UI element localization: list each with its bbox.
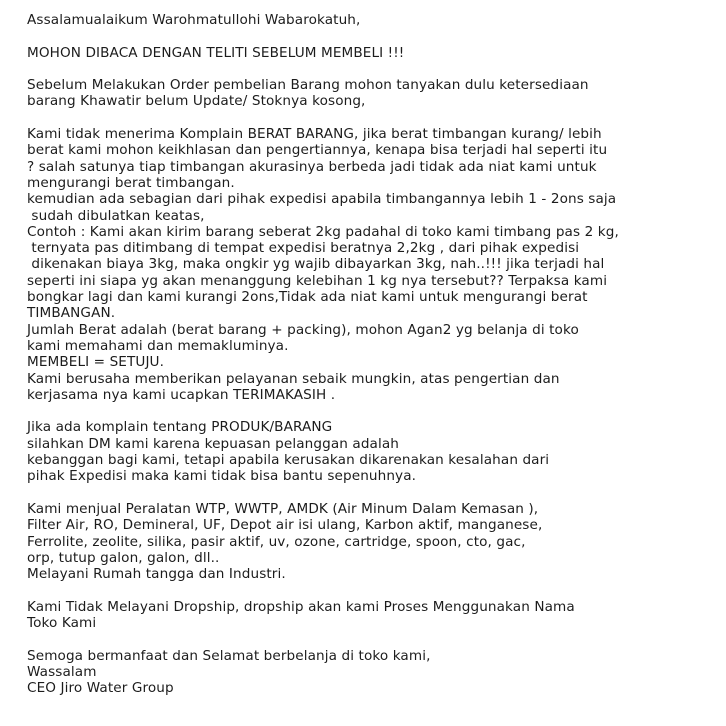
text-line: dikenakan biaya 3kg, maka ongkir yg wajib dibayarkan 3kg, nah..!!! jika terjadi hal [27,256,605,273]
text-line: Semoga bermanfaat dan Selamat berbelanja di toko kami, [27,647,431,664]
text-line: Kami menjual Peralatan WTP, WWTP, AMDK (Air Minum Dalam Kemasan ), [27,500,539,517]
blank-line [27,61,717,77]
text-line: MEMBELI = SETUJU. [27,354,165,371]
text-line: Toko Kami [27,614,97,631]
blank-line [27,403,717,419]
text-line: Assalamualaikum Warohmatullohi Wabarokatuh, [27,12,361,28]
text-line: Contoh : Kami akan kirim barang seberat 2kg padahal di toko kami timbang pas 2 kg, [27,223,619,240]
text-line: seperti ini siapa yg akan menanggung kelebihan 1 kg nya tersebut?? Terpaksa kami [27,272,608,289]
text-line: berat kami mohon keikhlasan dan pengertiannya, kenapa bisa terjadi hal seperti itu [27,142,608,159]
text-line: Jumlah Berat adalah (berat barang + packing), mohon Agan2 yg belanja di toko [27,321,579,338]
blank-line [27,28,717,44]
blank-line [27,485,717,501]
text-line: Kami Tidak Melayani Dropship, dropship akan kami Proses Menggunakan Nama [27,598,575,615]
text-line: Filter Air, RO, Demineral, UF, Depot air isi ulang, Karbon aktif, manganese, [27,517,543,534]
text-line: CEO Jiro Water Group [27,680,174,697]
text-line: ? salah satunya tiap timbangan akurasinya berbeda jadi tidak ada niat kami untuk [27,158,597,175]
text-line: Kami tidak menerima Komplain BERAT BARANG, jika berat timbangan kurang/ lebih [27,126,602,143]
text-line: MOHON DIBACA DENGAN TELITI SEBELUM MEMBELI !!! [27,44,405,61]
text-line: pihak Expedisi maka kami tidak bisa bantu sepenuhnya. [27,468,417,485]
text-line: silahkan DM kami karena kepuasan pelanggan adalah [27,435,400,452]
text-line: kami memahami dan memakluminya. [27,337,289,354]
text-line: ternyata pas ditimbang di tempat expedisi beratnya 2,2kg , dari pihak expedisi [27,240,580,257]
blank-line [27,631,717,647]
text-line: barang Khawatir belum Update/ Stoknya kosong, [27,93,366,110]
text-line: bongkar lagi dan kami kurangi 2ons,Tidak ada niat kami untuk mengurangi berat [27,289,588,306]
blank-line [27,582,717,598]
text-line: Melayani Rumah tangga dan Industri. [27,566,286,583]
document-text [27,12,717,696]
text-line: TIMBANGAN. [27,305,116,322]
text-line: Sebelum Melakukan Order pembelian Barang mohon tanyakan dulu ketersediaan [27,77,589,94]
text-line: kebanggan bagi kami, tetapi apabila kerusakan dikarenakan kesalahan dari [27,452,550,469]
text-line: Ferrolite, zeolite, silika, pasir aktif, uv, ozone, cartridge, spoon, cto, gac, [27,533,526,550]
text-line: mengurangi berat timbangan. [27,174,235,191]
text-line: sudah dibulatkan keatas, [27,207,205,224]
text-line: Jika ada komplain tentang PRODUK/BARANG [27,419,333,436]
text-line: Wassalam [27,663,97,680]
text-line: kerjasama nya kami ucapkan TERIMAKASIH . [27,386,336,403]
text-line: Kami berusaha memberikan pelayanan sebaik mungkin, atas pengertian dan [27,370,560,387]
blank-line [27,110,717,126]
text-line: kemudian ada sebagian dari pihak expedisi apabila timbangannya lebih 1 - 2ons saja [27,191,617,208]
text-line: orp, tutup galon, galon, dll.. [27,549,220,566]
